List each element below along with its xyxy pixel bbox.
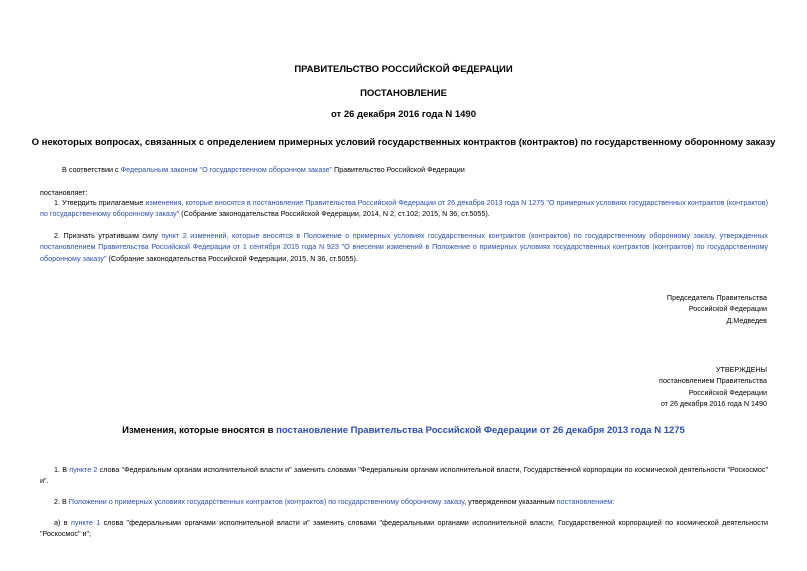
signature-name: Д.Медведев [726, 315, 767, 325]
paragraph-2 [40, 230, 768, 264]
p1-text: 1. Утвердить прилагаемые [54, 198, 146, 207]
document-title: О некоторых вопросах, связанных с определением примерных условий государственных контрактов (контрактов) по государственному оборонному заказу [31, 137, 776, 148]
p2-source: (Собрание законодательства Российской Федерации, 2015, N 36, ст.5055). [106, 253, 358, 263]
c1-text: 1. В [54, 465, 70, 474]
approved-org: Российской Федерации [688, 387, 767, 397]
signature-position: Председатель Правительства [666, 293, 767, 302]
paragraph-1 [40, 197, 768, 220]
c2a-text: а) в [54, 518, 71, 527]
changes-link[interactable]: изменения, которые вносятся в постановление Правительства Российской Федерации от 26 декабря 2013 года N 1275 "О примерных условиях государственных контрактов (контрактов) по государственному оборонному заказу" [40, 198, 768, 219]
decree-word: постановляет: [40, 188, 88, 197]
clause-2-link[interactable]: пункте 2 [69, 465, 98, 474]
changes-title-text: Изменения, которые вносятся в [122, 425, 277, 436]
resolution-link[interactable]: постановлением [556, 497, 613, 506]
change-2 [54, 496, 768, 507]
c2-text-end: : [612, 497, 615, 506]
approved-date: от 26 декабря 2016 года N 1490 [660, 399, 767, 409]
c2-text-mid: , утвержденном указанным [464, 497, 557, 506]
c2-text: 2. В [54, 497, 69, 506]
clause-1-link[interactable]: пункте 1 [70, 518, 101, 527]
signature-org: Российской Федерации [688, 304, 767, 314]
change-2a [40, 517, 768, 540]
preamble-text-end: Правительство Российской Федерации [332, 165, 465, 174]
date-number-heading: от 26 декабря 2016 года N 1490 [330, 109, 476, 120]
doc-type-heading: ПОСТАНОВЛЕНИЕ [360, 88, 447, 99]
approved-by: постановлением Правительства [659, 376, 767, 386]
regulation-link[interactable]: Положении о примерных условиях государственных контрактов (контрактов) по государственному оборонному заказу [68, 497, 465, 506]
approved-label: УТВЕРЖДЕНЫ [715, 365, 767, 374]
p1-source: (Собрание законодательства Российской Федерации, 2014, N 2, ст.102; 2015, N 36, ст.5055). [179, 209, 490, 219]
signature-block [667, 292, 767, 326]
org-heading: ПРАВИТЕЛЬСТВО РОССИЙСКОЙ ФЕДЕРАЦИИ [294, 64, 513, 75]
federal-law-link[interactable]: Федеральным законом "О государственном оборонном заказе" [120, 165, 333, 174]
approved-block [659, 364, 767, 410]
c1-text-end: слова "Федеральным органам исполнительной власти и" заменить словами "Федеральным органам исполнительной власти, Государственной корпорации по космической деятельности "Роскосмос" и". [40, 465, 768, 486]
preamble [62, 164, 768, 175]
resolution-1275-link[interactable]: постановление Правительства Российской Федерации от 26 декабря 2013 года N 1275 [276, 425, 685, 436]
changes-title [0, 425, 807, 436]
c2a-text-end: слова "федеральными органами исполнительной власти и" заменить словами "федеральными органами исполнительной власти, Государственной корпорацией по космической деятельности "Роскосмос" и"; [40, 518, 769, 539]
preamble-text: В соответствии с [62, 165, 121, 174]
item-2-link[interactable]: пункт 2 изменений, которые вносятся в Положение о примерных условиях государственных контрактов (контрактов) по государственному оборонному заказу, утвержденных постановлением Правительства Российской Федерации от 1 сентября 2015 года N 923 "О внесении изменений в Положение о примерных условиях государственных контрактов (контрактов) по государственному оборонному заказу" [40, 231, 768, 263]
p2-text: 2. Признать утратившим силу [54, 231, 162, 240]
change-1 [40, 464, 768, 487]
